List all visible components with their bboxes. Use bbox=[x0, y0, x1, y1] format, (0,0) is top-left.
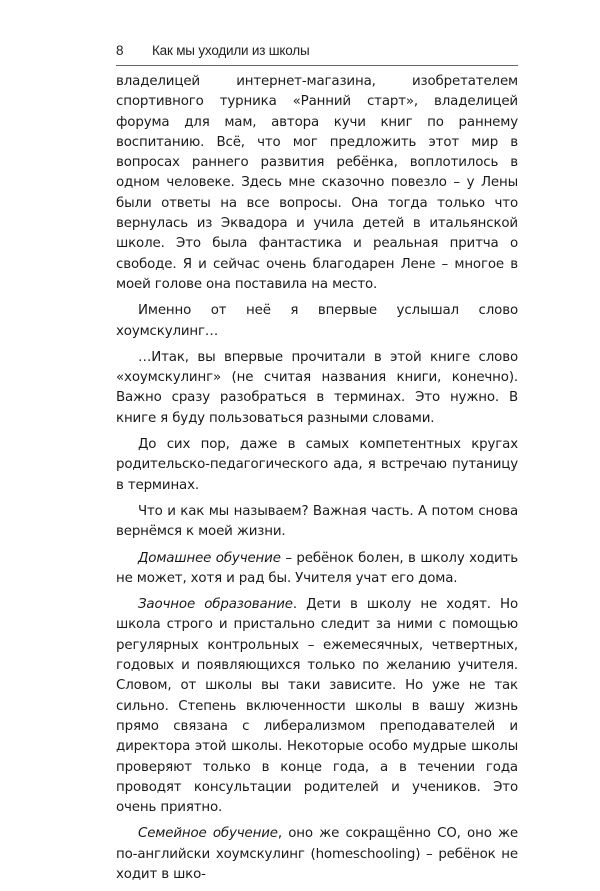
running-title: Как мы уходили из школы bbox=[152, 43, 310, 58]
paragraph-text: До сих пор, даже в самых компетентных кругах родительско-педагогического ада, я встречаю путаницу в терминах. bbox=[116, 437, 518, 493]
paragraph-text: …Итак, вы впервые прочитали в этой книге слово «хоумскулинг» (не считая названия книги, конечно). Важно сразу разобраться в терминах. Это нужно. В книге я буду пользоваться разными словами. bbox=[116, 349, 518, 426]
paragraph-1 bbox=[116, 72, 518, 295]
paragraph-text: . Дети в школу не ходят. Но школа строго и пристально следит за ними с помощью регулярных контрольных – ежемесячных, четвертных, годовых и появляющихся только по желанию учителя. Словом, от школы вы таки зависите. Но уже не так сильно. Степень включенности школы в вашу жизнь прямо связана с либерализмом преподавателей и директора этой школы. Некоторые особо мудрые школы проверяют только в конце года, а в течении года проводят консультации родителей и учеников. Это очень приятно. bbox=[116, 597, 518, 816]
paragraph-4 bbox=[116, 435, 518, 496]
paragraph-home-education bbox=[116, 549, 518, 590]
paragraph-text: Что и как мы называем? Важная часть. А потом снова вернёмся к моей жизни. bbox=[116, 503, 518, 540]
paragraph-5 bbox=[116, 502, 518, 543]
paragraph-text: Именно от неё я впервые услышал слово хоумскулинг… bbox=[116, 303, 518, 339]
paragraph-3 bbox=[116, 348, 518, 429]
header-rule bbox=[116, 65, 518, 66]
term-home-education: Домашнее обучение bbox=[138, 550, 281, 566]
paragraph-text: – ребёнок болен, в школу ходить не может, хотя и рад бы. Учителя учат его дома. bbox=[116, 550, 518, 586]
paragraph-text: владелицей интернет-магазина, изобретателем спортивного турника «Ранний старт», владелицей форума для мам, автора кучи книг по раннему воспитанию. Всё, что мог предложить этот мир в вопросах раннего развития ребёнка, воплотилось в одном человеке. Здесь мне сказочно повезло – у Лены были ответы на все вопросы. Она тогда только что вернулась из Эквадора и учила детей в итальянской школе. Это была фантастика и реальная притча о свободе. Я и сейчас очень благодарен Лене – многое в моей голове она поставила на место. bbox=[116, 74, 518, 292]
running-head bbox=[116, 42, 518, 60]
body-text bbox=[116, 72, 518, 891]
term-family-education: Семейное обучение bbox=[138, 826, 278, 842]
paragraph-distance-education bbox=[116, 595, 518, 818]
term-distance-education: Заочное образование bbox=[138, 597, 293, 613]
paragraph-2 bbox=[116, 301, 518, 342]
page-number: 8 bbox=[116, 43, 124, 58]
paragraph-text: , оно же сокращённо СО, оно же по-английски хоумскулинг (homeschooling) – ребёнок не ходит в шко- bbox=[116, 826, 518, 882]
paragraph-family-education bbox=[116, 824, 518, 885]
